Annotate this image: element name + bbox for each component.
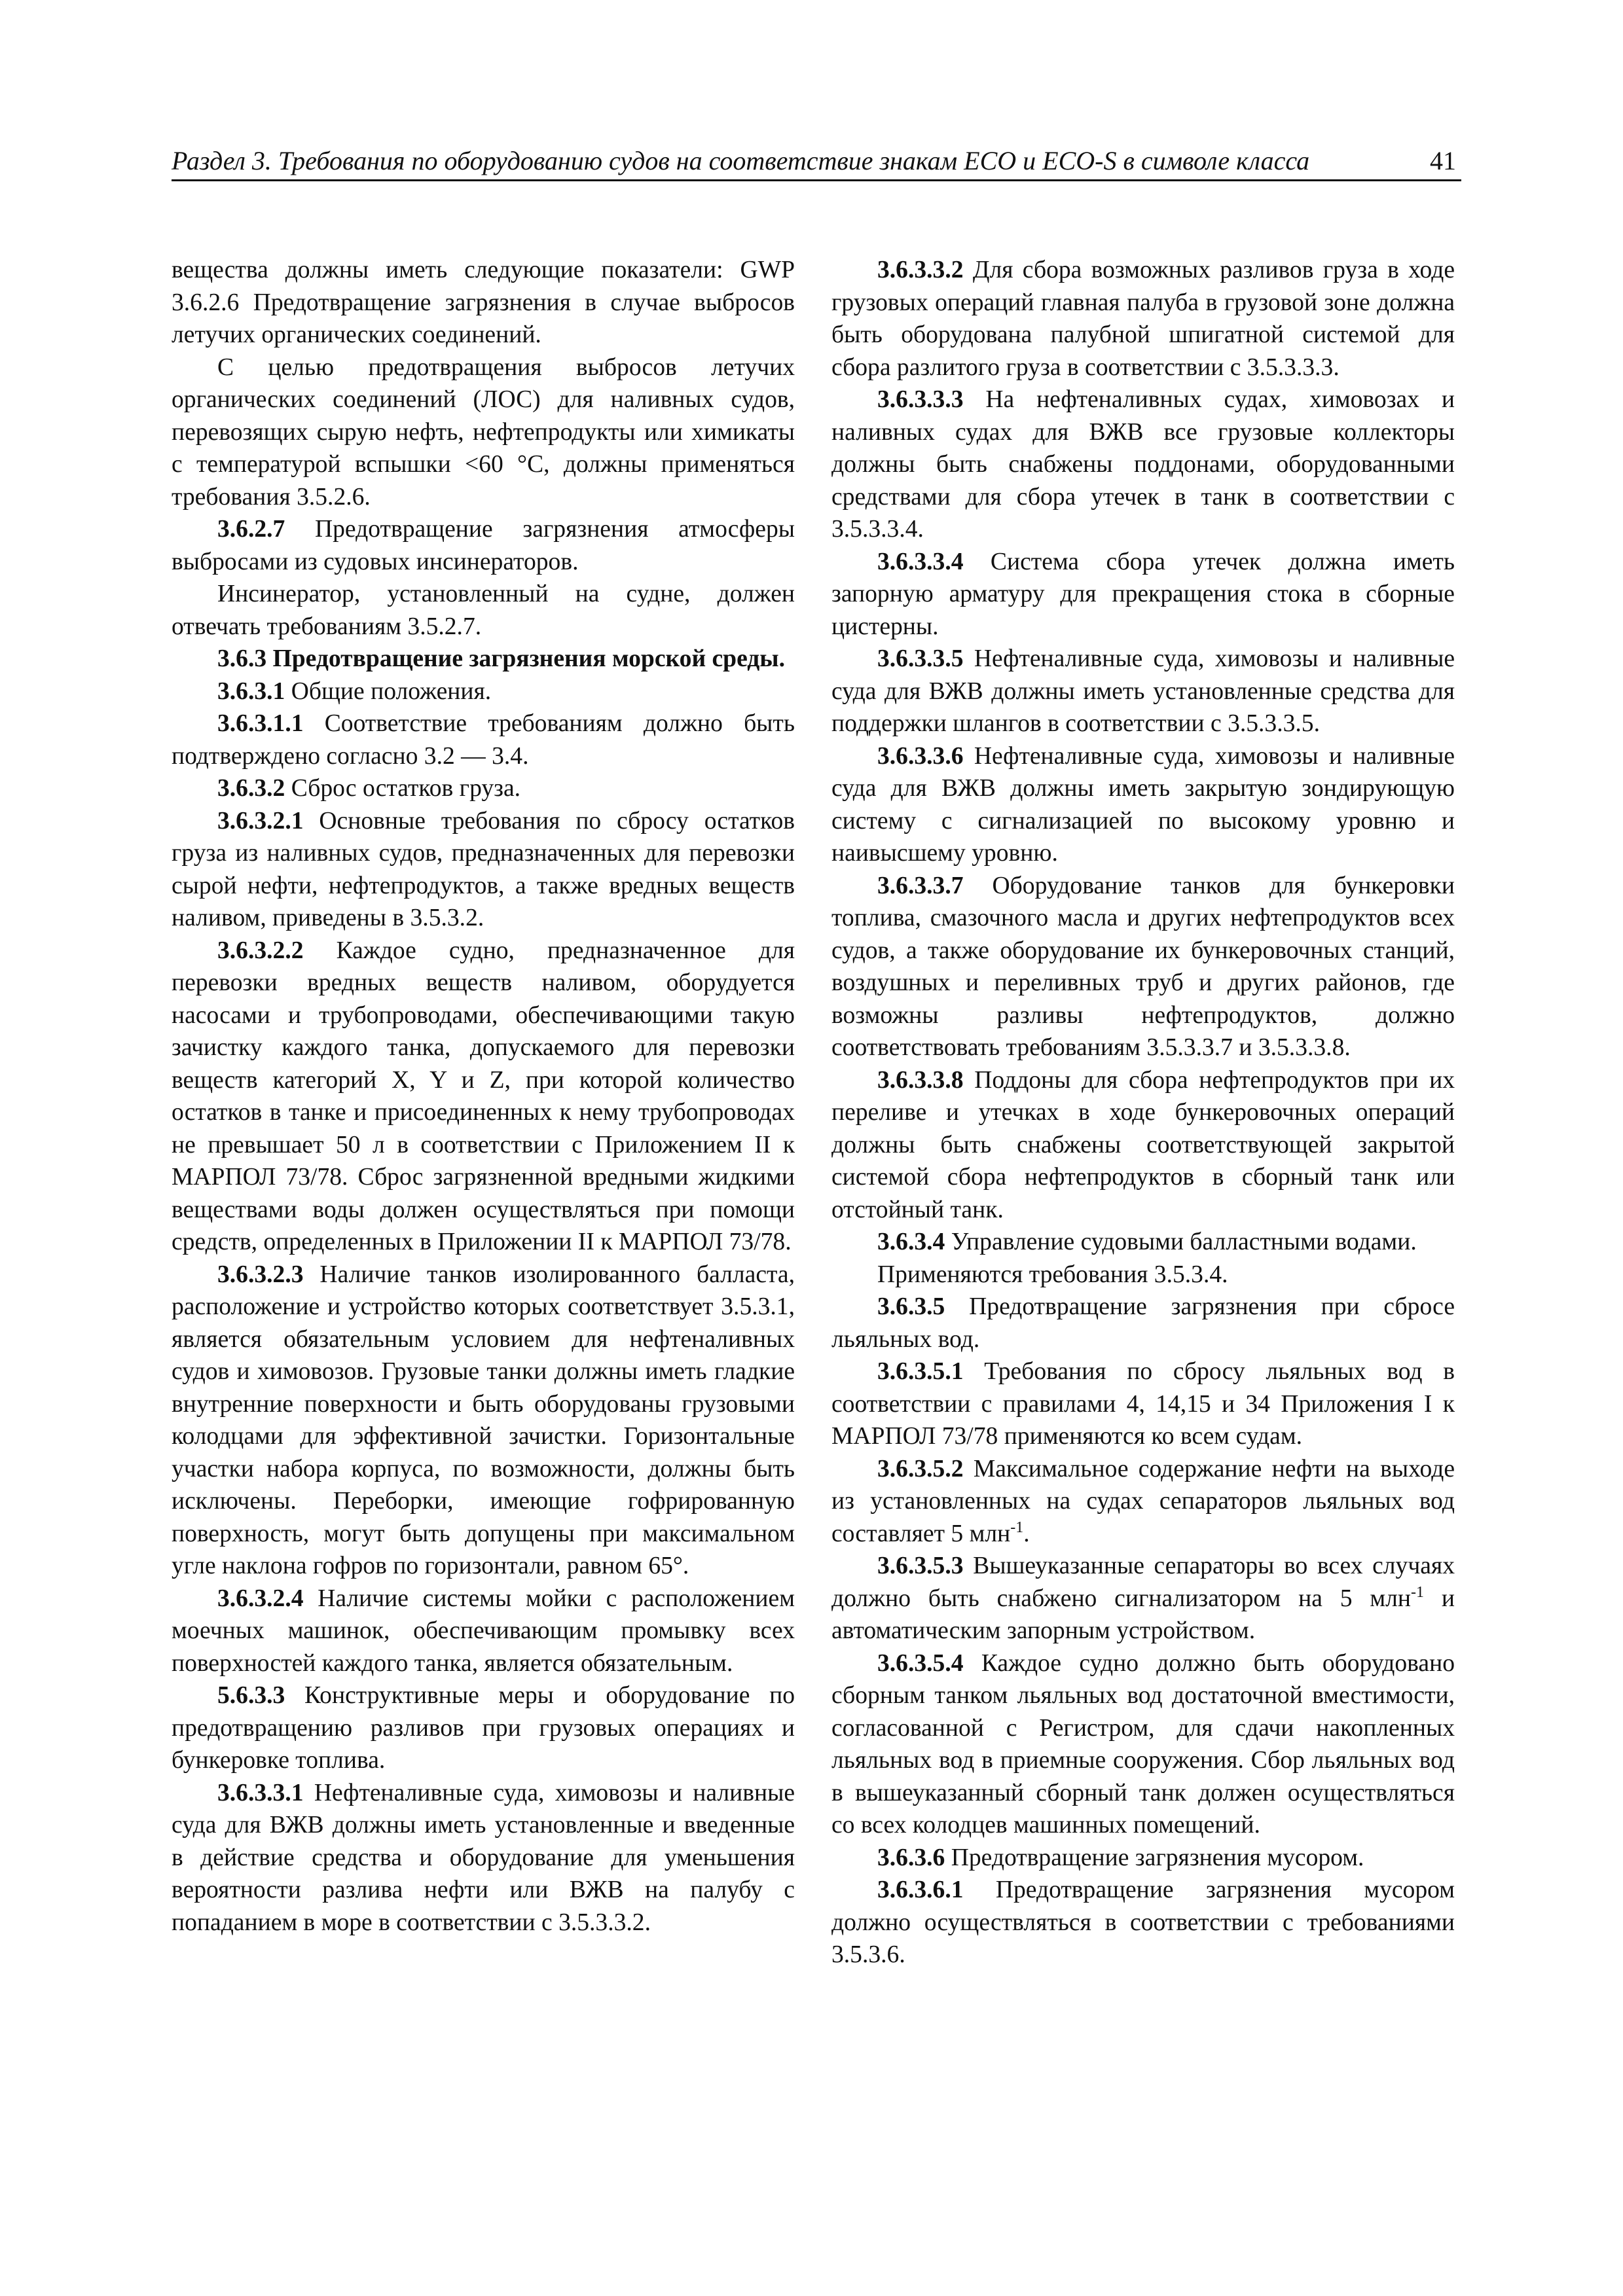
paragraph <box>831 870 1455 1064</box>
clause-number: 3.6.3.3.8 <box>877 1066 964 1094</box>
paragraph <box>172 708 795 772</box>
clause-text: Нефтеналивные суда, химовозы и наливные суда для ВЖВ должны иметь установленные и введенные в действие средства и оборудование для уменьшения вероятности разлива нефти или ВЖВ на палубу с попаданием в море в соответствии с 3.5.3.3.2. <box>172 1779 795 1936</box>
clause-text: Поддоны для сбора нефтепродуктов при их переливе и утечках в ходе бункеровочных операций должны быть снабжены соответствующей закрытой системой сбора нефтепродуктов в сборный танк или отстойный танк. <box>831 1066 1455 1223</box>
clause-text: Предотвращение загрязнения мусором. <box>945 1844 1364 1871</box>
clause-number: 3.6.3.5.2 <box>877 1455 964 1482</box>
clause-text: Для сбора возможных разливов груза в ходе грузовых операций главная палуба в грузовой зоне должна быть оборудована палубной шпигатной системой для сбора разлитого груза в соответствии с 3.5.3.3.3. <box>831 257 1455 381</box>
paragraph <box>172 1259 795 1583</box>
paragraph <box>172 805 795 935</box>
clause-text: Вышеуказанные сепараторы во всех случаях должно быть снабжено сигнализатором на 5 млн <box>831 1552 1455 1612</box>
clause-text: На нефтеналивных судах, химовозах и наливных судах для ВЖВ все грузовые коллекторы должны быть снабжены поддонами, оборудованными средствами для сбора утечек в танк в соответствии с 3.5.3.3.4. <box>831 386 1455 543</box>
clause-text: Нефтеналивные суда, химовозы и наливные суда для ВЖВ должны иметь установленные средства для поддержки шлангов в соответствии с 3.5.3.3.5. <box>831 645 1455 737</box>
paragraph <box>172 1777 795 1939</box>
paragraph <box>172 351 795 514</box>
superscript: -1 <box>1411 1583 1425 1601</box>
clause-text: Предотвращение загрязнения при сбросе льяльных вод. <box>831 1293 1455 1353</box>
clause-text: Наличие танков изолированного балласта, расположение и устройство которых соответствует 3.5.3.1, является обязательным условием для нефтеналивных судов и химовозов. Грузовые танки должны иметь гладкие внутренние поверхности и быть оборудованы грузовыми колодцами для эффективной зачистки. Горизонтальные участки набора корпуса, по возможности, должны быть исключены. Переборки, имеющие гофрированную поверхность, могут быть допущены при максимальном угле наклона гофров по горизонтали, равном 65°. <box>172 1261 795 1579</box>
clause-number: 3.6.3.4 <box>877 1229 945 1255</box>
superscript: -1 <box>1010 1518 1024 1536</box>
paragraph <box>172 643 795 675</box>
clause-number: 3.6.3.3.5 <box>877 645 964 672</box>
left-text-column <box>172 254 795 1939</box>
clause-number: 3.6.3.2.4 <box>217 1585 304 1612</box>
clause-number: 3.6.3.6 <box>877 1844 945 1871</box>
paragraph <box>172 1583 795 1680</box>
clause-text: Требования по сбросу льяльных вод в соответствии с правилами 4, 14,15 и 34 Приложения I к МАРПОЛ 73/78 применяются ко всем судам. <box>831 1358 1455 1450</box>
page-number: 41 <box>1430 146 1456 175</box>
right-text-column <box>831 254 1455 1971</box>
paragraph <box>831 1842 1455 1874</box>
section-title: Раздел 3. Требования по оборудованию судов на соответствие знакам ECO и ECO-S в символе класса <box>172 146 1310 175</box>
paragraph <box>831 1874 1455 1971</box>
clause-text: Применяются требования 3.5.3.4. <box>877 1261 1228 1288</box>
paragraph <box>831 384 1455 546</box>
page-header <box>172 143 1461 181</box>
clause-text: Предотвращение загрязнения мусором должно осуществляться в соответствии с требованиями 3.5.3.6. <box>831 1876 1455 1968</box>
paragraph <box>831 1259 1455 1291</box>
clause-number: 5.6.3.3 <box>217 1682 285 1709</box>
paragraph <box>172 1679 795 1777</box>
clause-text: Общие положения. <box>285 677 492 705</box>
clause-number: 3.6.3.2.1 <box>217 807 304 834</box>
clause-text: Соответствие требованиям должно быть подтверждено согласно 3.2 — 3.4. <box>172 710 795 770</box>
clause-text: Конструктивные меры и оборудование по предотвращению разливов при грузовых операциях и бункеровке топлива. <box>172 1682 795 1774</box>
paragraph <box>831 1226 1455 1259</box>
clause-text: вещества должны иметь следующие показатели: GWP 3.6.2.6 Предотвращение загрязнения в случае выбросов летучих органических соединений. <box>172 257 795 348</box>
paragraph <box>172 578 795 643</box>
clause-text: Сброс остатков груза. <box>285 775 521 802</box>
paragraph <box>172 772 795 805</box>
clause-text: Оборудование танков для бункеровки топлива, смазочного масла и других нефтепродуктов всех судов, а также оборудование их бункеровочных станций, воздушных и переливных труб и других районов, где возможны разливы нефтепродуктов, должно соответствовать требованиям 3.5.3.3.7 и 3.5.3.3.8. <box>831 872 1455 1061</box>
paragraph <box>831 1550 1455 1647</box>
paragraph <box>831 1647 1455 1842</box>
clause-number: 3.6.3.3.1 <box>217 1779 304 1806</box>
paragraph <box>831 1453 1455 1551</box>
clause-number: 3.6.3.5.3 <box>877 1552 964 1579</box>
clause-number: 3.6.3.3.6 <box>877 742 964 770</box>
paragraph <box>831 1291 1455 1355</box>
paragraph <box>172 513 795 578</box>
clause-number: 3.6.3.2.3 <box>217 1261 304 1288</box>
paragraph <box>172 254 795 351</box>
paragraph <box>172 675 795 708</box>
clause-text: Нефтеналивные суда, химовозы и наливные суда для ВЖВ должны иметь закрытую зондирующую систему с сигнализацией по высокому уровню и наивысшему уровню. <box>831 742 1455 867</box>
paragraph <box>831 546 1455 643</box>
clause-text: Инсинератор, установленный на судне, должен отвечать требованиям 3.5.2.7. <box>172 581 795 640</box>
clause-text: Наличие системы мойки с расположением моечных машинок, обеспечивающим промывку всех поверхностей каждого танка, является обязательным. <box>172 1585 795 1677</box>
clause-number: 3.6.3.1 <box>217 677 285 705</box>
clause-text: Каждое судно должно быть оборудовано сборным танком льяльных вод достаточной вместимости, согласованной с Регистром, для сдачи накопленных льяльных вод в приемные сооружения. Сбор льяльных вод в вышеуказанный сборный танк должен осуществляться со всех колодцев машинных помещений. <box>831 1649 1455 1839</box>
clause-number: 3.6.3.3.7 <box>877 872 964 899</box>
clause-number: 3.6.2.7 <box>217 516 285 543</box>
paragraph <box>831 1355 1455 1453</box>
paragraph <box>831 1064 1455 1227</box>
clause-text: С целью предотвращения выбросов летучих органических соединений (ЛОС) для наливных судов, перевозящих сырую нефть, нефтепродукты или химикаты с температурой вспышки <60 °С, должны применяться требования 3.5.2.6. <box>172 353 795 511</box>
clause-text: Управление судовыми балластными водами. <box>945 1229 1417 1255</box>
paragraph <box>172 935 795 1259</box>
paragraph <box>831 643 1455 740</box>
clause-text: Предотвращение загрязнения атмосферы выбросами из судовых инсинераторов. <box>172 516 795 575</box>
clause-number: 3.6.3.3.2 <box>877 257 964 283</box>
clause-number: 3.6.3.2.2 <box>217 937 304 964</box>
clause-number: 3.6.3.2 <box>217 775 285 802</box>
clause-number: 3.6.3.1.1 <box>217 710 304 737</box>
clause-text: Система сбора утечек должна иметь запорную арматуру для прекращения стока в сборные цистерны. <box>831 548 1455 640</box>
clause-number: 3.6.3.6.1 <box>877 1876 964 1903</box>
clause-text: Максимальное содержание нефти на выходе из установленных на судах сепараторов льяльных вод составляет 5 млн <box>831 1455 1455 1547</box>
clause-number: 3.6.3.3.4 <box>877 548 964 575</box>
clause-number: 3.6.3.5.4 <box>877 1649 964 1677</box>
clause-text: Каждое судно, предназначенное для перевозки вредных веществ наливом, оборудуется насосами и трубопроводами, обеспечивающими такую зачистку каждого танка, допускаемого для перевозки веществ категорий X, Y и Z, при которой количество остатков в танке и присоединенных к нему трубопроводах не превышает 50 л в соответствии с Приложением II к МАРПОЛ 73/78. Сброс загрязненной вредными жидкими веществами воды должен осуществляться при помощи средств, определенных в Приложении II к МАРПОЛ 73/78. <box>172 937 795 1255</box>
clause-number: 3.6.3 Предотвращение загрязнения морской среды. <box>217 645 785 672</box>
clause-text-tail: . <box>1023 1520 1030 1547</box>
paragraph <box>831 254 1455 384</box>
clause-text: Основные требования по сбросу остатков груза из наливных судов, предназначенных для перевозки сырой нефти, нефтепродуктов, а также вредных веществ наливом, приведены в 3.5.3.2. <box>172 807 795 931</box>
clause-number: 3.6.3.5.1 <box>877 1358 964 1385</box>
clause-text-tail: и автоматическим запорным устройством. <box>831 1585 1455 1644</box>
clause-number: 3.6.3.5 <box>877 1293 945 1320</box>
clause-number: 3.6.3.3.3 <box>877 386 964 413</box>
paragraph <box>831 740 1455 870</box>
